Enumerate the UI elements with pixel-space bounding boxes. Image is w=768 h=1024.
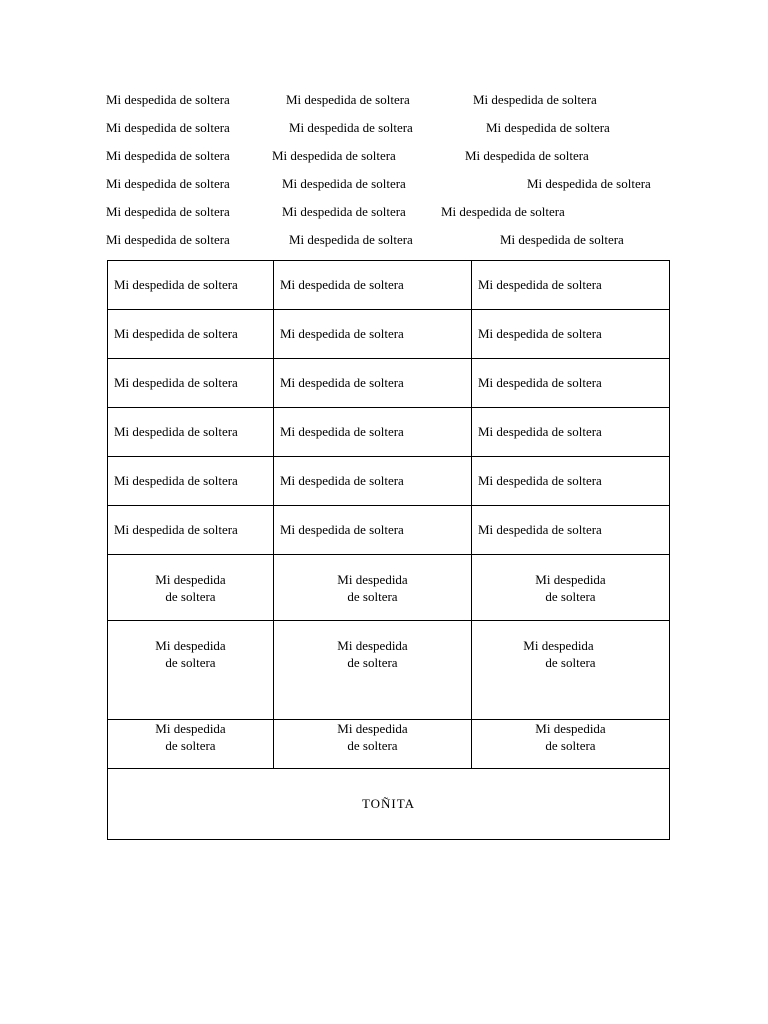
loose-text: Mi despedida de soltera <box>106 148 230 163</box>
loose-text: Mi despedida de soltera <box>486 120 610 135</box>
table-row <box>108 457 670 506</box>
table-cell <box>472 720 670 769</box>
table-cell: Mi despedida de soltera <box>274 261 472 310</box>
label-table <box>107 260 670 840</box>
table-cell <box>274 555 472 621</box>
cell-line: Mi despedida <box>155 638 226 653</box>
loose-text: Mi despedida de soltera <box>289 232 413 247</box>
loose-line <box>0 230 768 250</box>
table-row <box>108 621 670 720</box>
table-cell: Mi despedida de soltera <box>108 408 274 457</box>
cell-line: de soltera <box>545 588 596 604</box>
cell-line: de soltera <box>165 588 216 604</box>
loose-text: Mi despedida de soltera <box>500 232 624 247</box>
loose-text: Mi despedida de soltera <box>289 120 413 135</box>
table-cell <box>108 555 274 621</box>
table-cell: Mi despedida de soltera <box>472 359 670 408</box>
table-cell <box>274 720 472 769</box>
loose-text: Mi despedida de soltera <box>106 92 230 107</box>
table-row <box>108 720 670 769</box>
table-row <box>108 506 670 555</box>
table-cell: Mi despedida de soltera <box>108 261 274 310</box>
loose-text: Mi despedida de soltera <box>282 176 406 191</box>
loose-text: Mi despedida de soltera <box>527 176 651 191</box>
loose-line <box>0 90 768 110</box>
loose-line <box>0 118 768 138</box>
cell-line: de soltera <box>347 738 398 753</box>
table-row <box>108 769 670 840</box>
loose-text: Mi despedida de soltera <box>465 148 589 163</box>
cell-line: de soltera <box>545 738 596 753</box>
table-row <box>108 310 670 359</box>
loose-line <box>0 146 768 166</box>
cell-line: Mi despedida <box>535 571 606 587</box>
cell-line: Mi despedida <box>337 638 408 653</box>
loose-text: Mi despedida de soltera <box>106 232 230 247</box>
loose-line <box>0 202 768 222</box>
table-row <box>108 555 670 621</box>
table-cell <box>472 621 670 720</box>
table-cell: Mi despedida de soltera <box>274 506 472 555</box>
table-cell: Mi despedida de soltera <box>472 506 670 555</box>
table-cell: Mi despedida de soltera <box>108 310 274 359</box>
table-cell: Mi despedida de soltera <box>472 457 670 506</box>
cell-line: Mi despedida <box>535 721 606 736</box>
table-cell <box>108 720 274 769</box>
table-cell: Mi despedida de soltera <box>274 408 472 457</box>
table-cell: Mi despedida de soltera <box>274 310 472 359</box>
cell-line: Mi despedida <box>337 721 408 736</box>
table-cell: Mi despedida de soltera <box>108 457 274 506</box>
loose-text: Mi despedida de soltera <box>106 120 230 135</box>
cell-line: de soltera <box>545 655 596 670</box>
cell-line: Mi despedida <box>523 638 594 653</box>
cell-line: Mi despedida <box>155 721 226 736</box>
table-cell: Mi despedida de soltera <box>274 457 472 506</box>
loose-text: Mi despedida de soltera <box>282 204 406 219</box>
cell-line: de soltera <box>165 738 216 753</box>
loose-text: Mi despedida de soltera <box>286 92 410 107</box>
table-row <box>108 261 670 310</box>
loose-text: Mi despedida de soltera <box>473 92 597 107</box>
loose-text: Mi despedida de soltera <box>106 176 230 191</box>
cell-line: Mi despedida <box>155 571 226 587</box>
table-cell: Mi despedida de soltera <box>472 310 670 359</box>
table-cell <box>108 621 274 720</box>
table-cell <box>472 555 670 621</box>
cell-line: de soltera <box>347 655 398 670</box>
loose-text: Mi despedida de soltera <box>441 204 565 219</box>
table-row <box>108 408 670 457</box>
loose-line <box>0 174 768 194</box>
table-cell: Mi despedida de soltera <box>472 408 670 457</box>
cell-line: de soltera <box>165 655 216 670</box>
table-cell <box>274 621 472 720</box>
loose-text: Mi despedida de soltera <box>106 204 230 219</box>
loose-text: Mi despedida de soltera <box>272 148 396 163</box>
table-cell: Mi despedida de soltera <box>274 359 472 408</box>
table-cell: Mi despedida de soltera <box>472 261 670 310</box>
table-cell: Mi despedida de soltera <box>108 506 274 555</box>
name-title: TOÑITA <box>108 769 670 840</box>
cell-line: de soltera <box>347 588 398 604</box>
table-cell: Mi despedida de soltera <box>108 359 274 408</box>
table-row <box>108 359 670 408</box>
cell-line: Mi despedida <box>337 571 408 587</box>
